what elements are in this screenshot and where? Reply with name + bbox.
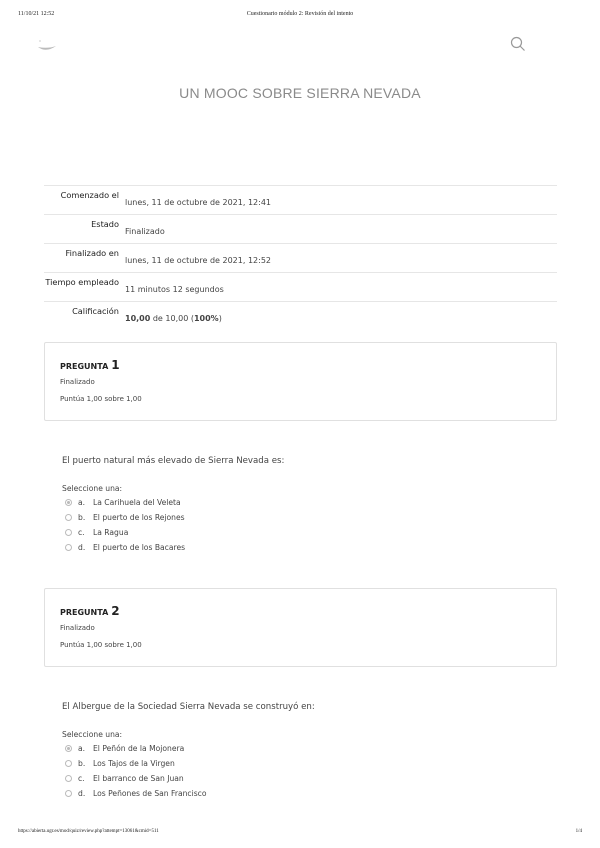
radio[interactable] [65, 790, 72, 797]
radio[interactable] [65, 514, 72, 521]
answer-option[interactable]: a. La Carihuela del Veleta [65, 498, 181, 507]
summary-row [44, 185, 557, 214]
question-state: Finalizado [60, 624, 95, 632]
summary-value: lunes, 11 de octubre de 2021, 12:52 [125, 256, 272, 265]
summary-label: Comenzado el [60, 190, 119, 200]
answer-prompt: Seleccione una: [62, 484, 123, 493]
summary-row [44, 214, 557, 243]
grade-percent: 100% [193, 314, 219, 323]
site-logo[interactable] [36, 38, 60, 58]
question-state: Finalizado [60, 378, 95, 386]
summary-label: Estado [91, 219, 119, 229]
summary-row [44, 272, 557, 301]
summary-label: Calificación [72, 306, 119, 316]
radio[interactable] [65, 529, 72, 536]
question-number: PREGUNTA 1 [60, 358, 120, 372]
question-score: Puntúa 1,00 sobre 1,00 [60, 395, 142, 403]
site-title: UN MOOC SOBRE SIERRA NEVADA [179, 85, 421, 101]
summary-label: Tiempo empleado [45, 277, 119, 287]
summary-value: lunes, 11 de octubre de 2021, 12:41 [125, 198, 272, 207]
summary-value: 11 minutos 12 segundos [125, 285, 224, 294]
question-info-box [44, 342, 557, 421]
answer-prompt: Seleccione una: [62, 730, 123, 739]
print-url: https://abierta.ugr.es/mod/quiz/review.php?attempt=13061&cmid=511 [18, 829, 159, 834]
answer-option[interactable]: c. El barranco de San Juan [65, 774, 184, 783]
summary-value: Finalizado [125, 227, 165, 236]
print-page-number: 1/4 [575, 829, 582, 834]
grade-max: de 10,00 ( [150, 314, 194, 323]
question-info-box [44, 588, 557, 667]
question-text: El puerto natural más elevado de Sierra Nevada es: [62, 456, 285, 466]
grade-close: ) [218, 314, 222, 323]
search-icon[interactable] [510, 36, 526, 56]
summary-row [44, 243, 557, 272]
radio[interactable] [65, 544, 72, 551]
radio[interactable] [65, 775, 72, 782]
answer-option[interactable]: b. Los Tajos de la Virgen [65, 759, 175, 768]
summary-value [125, 314, 222, 323]
answer-option[interactable]: c. La Ragua [65, 528, 128, 537]
summary-row [44, 301, 557, 330]
radio[interactable] [65, 760, 72, 767]
print-doc-title: Cuestionario módulo 2: Revisión del intento [246, 11, 354, 17]
answer-option[interactable]: b. El puerto de los Rejones [65, 513, 185, 522]
radio-selected[interactable] [65, 499, 72, 506]
answer-option[interactable]: d. El puerto de los Bacares [65, 543, 185, 552]
question-score: Puntúa 1,00 sobre 1,00 [60, 641, 142, 649]
summary-label: Finalizado en [65, 248, 119, 258]
answer-option[interactable]: a. El Peñón de la Mojonera [65, 744, 184, 753]
answer-option[interactable]: d. Los Peñones de San Francisco [65, 789, 206, 798]
radio-selected[interactable] [65, 745, 72, 752]
question-text: El Albergue de la Sociedad Sierra Nevada se construyó en: [62, 702, 315, 712]
question-number: PREGUNTA 2 [60, 604, 120, 618]
print-datetime: 11/10/21 12:52 [18, 11, 55, 17]
grade: 10,00 [125, 314, 151, 323]
